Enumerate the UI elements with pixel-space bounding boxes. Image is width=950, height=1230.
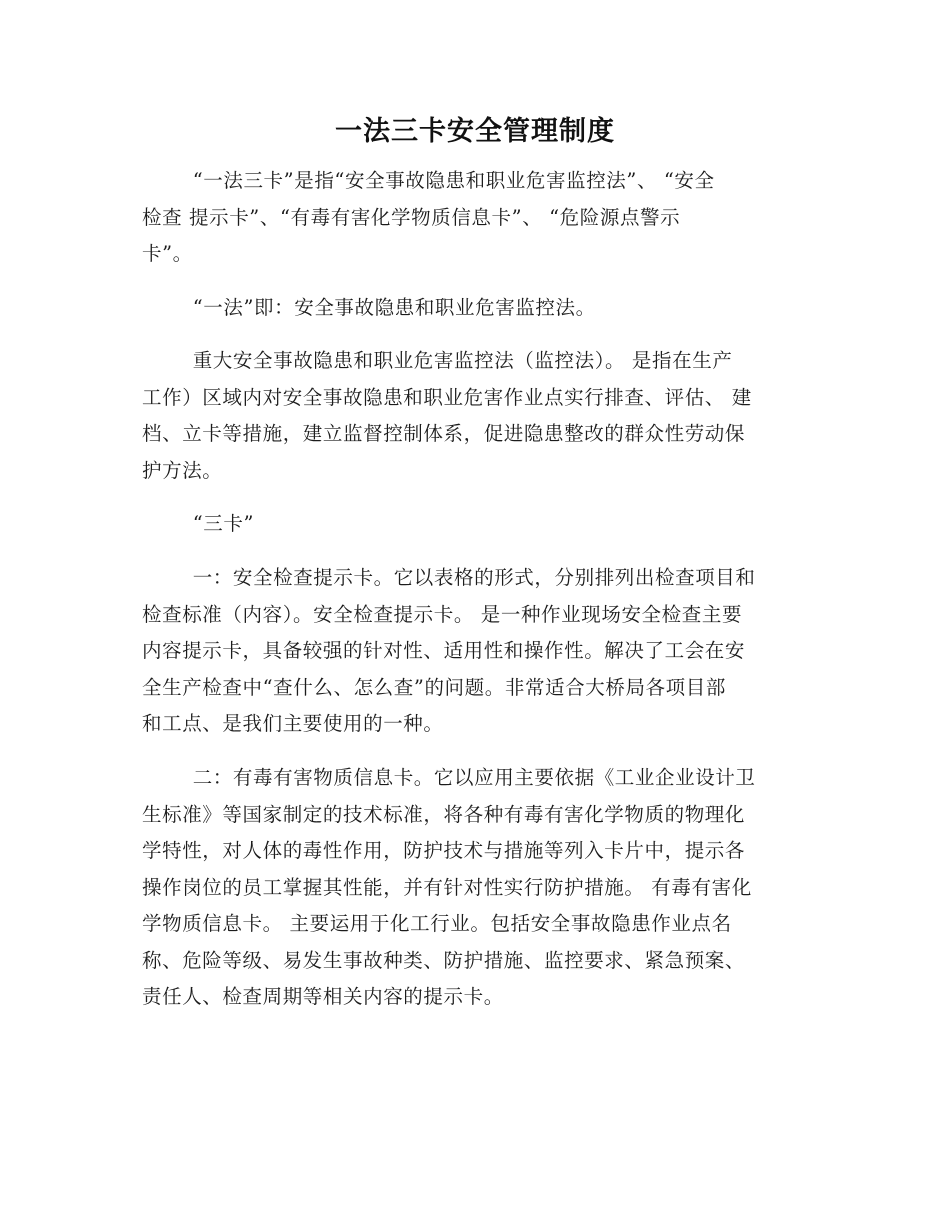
paragraph-card-two [142, 760, 807, 1016]
paragraph-line: 生标准》等国家制定的技术标准，将各种有毒有害化学物质的物理化 [142, 802, 746, 826]
document-title: 一法三卡安全管理制度 [335, 116, 615, 147]
paragraph-line: 护方法。 [142, 458, 223, 482]
paragraph-line: 一：安全检查提示卡。它以表格的形式，分别排列出检查项目和 [192, 566, 756, 589]
paragraph-line: 责任人、检查周期等相关内容的提示卡。 [142, 985, 504, 1008]
paragraph-line: 全生产检查中“查什么、怎么查”的问题。非常适合大桥局各项目部 [142, 675, 726, 699]
paragraph-three-cards-heading [142, 506, 807, 543]
paragraph-monitoring-law [142, 343, 807, 489]
paragraph-card-one [142, 560, 807, 743]
paragraph-line: 二：有毒有害物质信息卡。它以应用主要依据《工业企业设计卫 [192, 766, 756, 789]
paragraph-line: “三卡” [192, 512, 255, 535]
paragraph-one-law [142, 290, 807, 327]
paragraph-line: 称、危险等级、易发生事故种类、防护措施、监控要求、紧急预案、 [142, 948, 746, 972]
paragraph-line: 卡”。 [142, 242, 193, 265]
paragraph-line: 学特性，对人体的毒性作用，防护技术与措施等列入卡片中，提示各 [142, 839, 746, 862]
paragraph-definition [142, 163, 807, 273]
paragraph-line: 工作）区域内对安全事故隐患和职业危害作业点实行排查、评估、 建 [142, 385, 752, 409]
paragraph-line: 档、立卡等措施，建立监督控制体系，促进隐患整改的群众性劳动保 [142, 422, 746, 445]
paragraph-line: 内容提示卡，具备较强的针对性、适用性和操作性。解决了工会在安 [142, 639, 746, 662]
paragraph-line: “一法三卡”是指“安全事故隐患和职业危害监控法”、 “安全 [192, 169, 715, 192]
paragraph-line: 重大安全事故隐患和职业危害监控法（监控法）。 是指在生产 [192, 349, 733, 372]
paragraph-line: “一法”即：安全事故隐患和职业危害监控法。 [192, 296, 596, 319]
paragraph-line: 检查标准（内容）。安全检查提示卡。 是一种作业现场安全检查主要 [142, 602, 743, 626]
paragraph-line: 检查 提示卡”、“有毒有害化学物质信息卡”、 “危险源点警示 [142, 205, 681, 229]
paragraph-line: 和工点、是我们主要使用的一种。 [142, 712, 444, 735]
paragraph-line: 学物质信息卡。 主要运用于化工行业。包括安全事故隐患作业点名 [142, 912, 732, 935]
paragraph-line: 操作岗位的员工掌握其性能，并有针对性实行防护措施。 有毒有害化 [142, 875, 752, 899]
